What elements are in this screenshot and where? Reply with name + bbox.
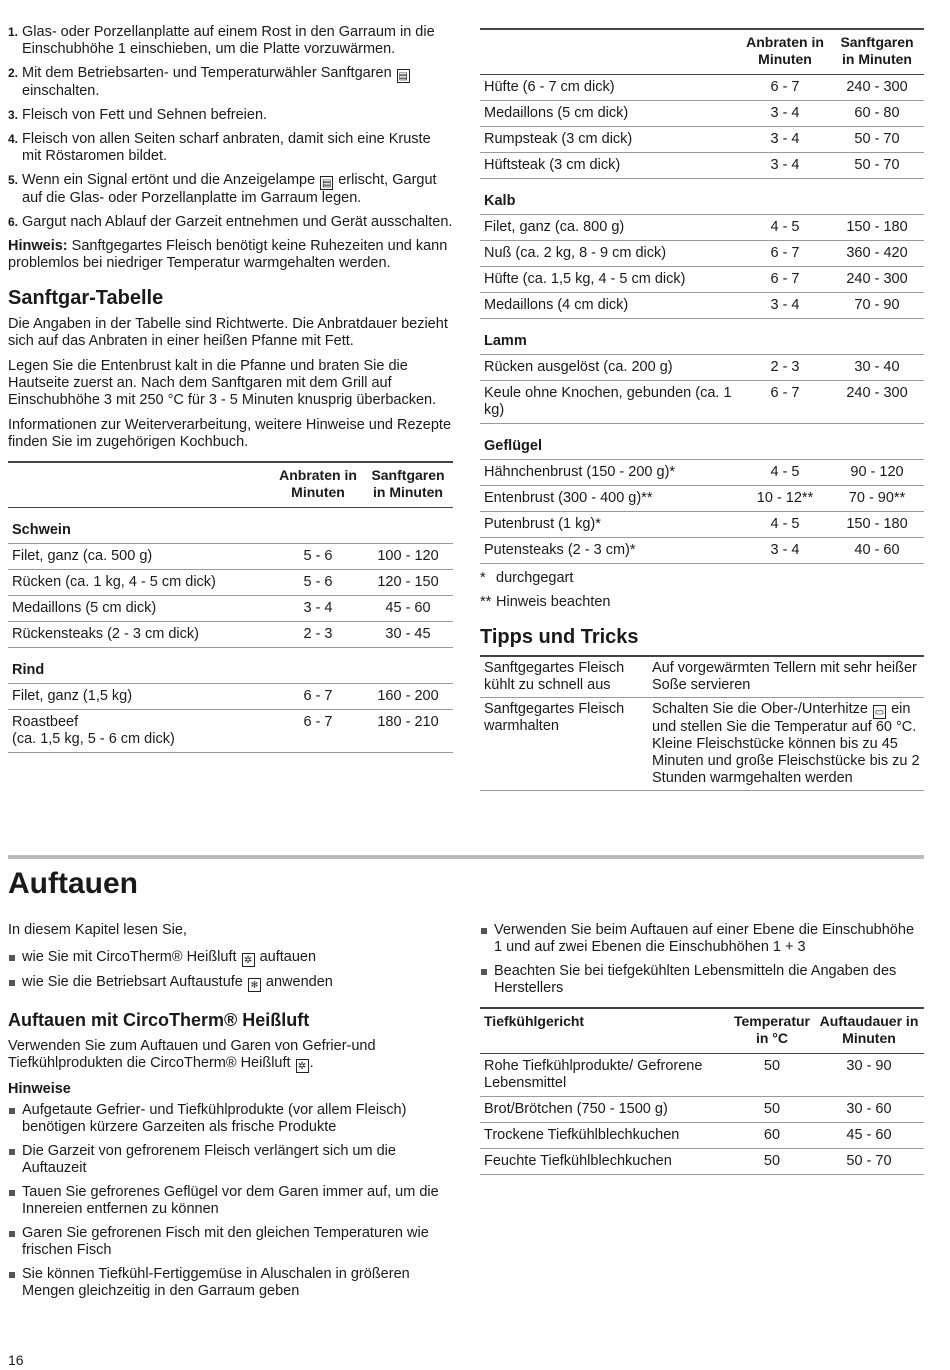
section-label: Geflügel <box>480 424 924 460</box>
table-row <box>8 622 453 648</box>
section-title-circotherm: Auftauen mit CircoTherm® Heißluft <box>8 1010 310 1030</box>
section-divider <box>8 855 924 859</box>
row-value: 50 - 70 <box>830 153 924 179</box>
row-value: 30 - 45 <box>363 622 453 648</box>
chapter-title: Auftauen <box>8 867 138 900</box>
sanftgar-table-right <box>480 28 924 564</box>
step-number: 3. <box>8 108 19 122</box>
header-cell: Temperatur in °C <box>734 1013 810 1046</box>
table-row <box>480 1097 924 1123</box>
row-value: 3 - 4 <box>740 101 830 127</box>
table-row <box>8 544 453 570</box>
row-value: 160 - 200 <box>363 684 453 710</box>
step-text: Wenn ein Signal ertönt und die Anzeigelampe <box>22 172 316 188</box>
row-value: 5 - 6 <box>273 544 363 570</box>
row-value: 45 - 60 <box>814 1123 924 1149</box>
row-value: 45 - 60 <box>363 596 453 622</box>
step-item <box>8 107 453 124</box>
row-value: 30 - 90 <box>814 1054 924 1097</box>
row-label: Roastbeef (ca. 1,5 kg, 5 - 6 cm dick) <box>8 710 273 753</box>
table-row <box>8 710 453 753</box>
table-row <box>480 512 924 538</box>
row-label: Medaillons (4 cm dick) <box>480 293 740 319</box>
header-cell: Anbraten in Minuten <box>279 467 357 500</box>
row-value: 2 - 3 <box>273 622 363 648</box>
sanftgar-paragraph: Legen Sie die Entenbrust kalt in die Pfanne und braten Sie die Hautseite zuerst an. Nach dem Sanftgaren mit dem Grill auf Einschubhöhe 3 mit 250 °C für 3 - 5 Minuten knusprig überbacken. <box>8 358 437 408</box>
row-label: Filet, ganz (ca. 800 g) <box>480 215 740 241</box>
step-text: Fleisch von Fett und Sehnen befreien. <box>22 107 268 123</box>
row-label: Hüfte (6 - 7 cm dick) <box>480 75 740 101</box>
row-label: Putensteaks (2 - 3 cm)* <box>480 538 740 564</box>
table-row <box>480 215 924 241</box>
row-value: 50 - 70 <box>830 127 924 153</box>
list-item: Verwenden Sie beim Auftauen auf einer Ebene die Einschubhöhe 1 und auf zwei Ebenen die Einschubhöhen 1 + 3 <box>480 922 924 956</box>
row-value: 40 - 60 <box>830 538 924 564</box>
list-item: Tauen Sie gefrorenes Geflügel vor dem Garen immer auf, um die Innereien entfernen zu können <box>8 1184 453 1218</box>
row-value: 50 <box>730 1097 814 1123</box>
step-number: 1. <box>8 25 19 39</box>
footnotes <box>480 570 924 611</box>
row-value: 6 - 7 <box>273 684 363 710</box>
row-label: Filet, ganz (ca. 500 g) <box>8 544 273 570</box>
header-cell: Anbraten in Minuten <box>746 34 824 67</box>
fan-icon: ✲ <box>296 1059 309 1073</box>
circotherm-paragraph <box>8 1038 453 1073</box>
hinweise-list <box>8 1102 453 1300</box>
table-section-row <box>480 424 924 460</box>
row-value: 3 - 4 <box>740 153 830 179</box>
row-value: 60 <box>730 1123 814 1149</box>
row-value: 180 - 210 <box>363 710 453 753</box>
right-column <box>480 28 924 791</box>
header-cell <box>8 462 273 508</box>
table-row <box>480 75 924 101</box>
hinweise-title: Hinweise <box>8 1081 71 1097</box>
step-text: Mit dem Betriebsarten- und Temperaturwähler Sanftgaren <box>22 65 392 81</box>
list-text: wie Sie die Betriebsart Auftaustufe <box>22 974 243 990</box>
list-item: Beachten Sie bei tiefgekühlten Lebensmitteln die Angaben des Herstellers <box>480 963 924 997</box>
note-text: Sanftgegartes Fleisch benötigt keine Ruhezeiten und kann problemlos bei niedriger Temperatur warmgehalten werden. <box>8 238 448 271</box>
footnote <box>480 570 924 587</box>
row-value: 3 - 4 <box>740 293 830 319</box>
step-text: Fleisch von allen Seiten scharf anbraten, damit sich eine Kruste mit Röstaromen bildet. <box>22 131 431 164</box>
row-label: Putenbrust (1 kg)* <box>480 512 740 538</box>
section-label: Rind <box>8 648 453 684</box>
tipps-table <box>480 655 924 791</box>
footnote-text: Hinweis beachten <box>496 594 611 610</box>
step-item <box>8 65 453 100</box>
sanftgaren-icon: ▤ <box>398 71 408 82</box>
sanftgar-paragraph: Informationen zur Weiterverarbeitung, weitere Hinweise und Rezepte finden Sie im zugehörigen Kochbuch. <box>8 417 452 450</box>
paragraph-text: . <box>309 1055 314 1071</box>
steps-list <box>8 24 453 231</box>
row-value: 360 - 420 <box>830 241 924 267</box>
row-label: Trockene Tiefkühlblechkuchen <box>480 1123 730 1149</box>
row-label: Rückensteaks (2 - 3 cm dick) <box>8 622 273 648</box>
row-value: 6 - 7 <box>273 710 363 753</box>
header-cell: Auftaudauer in Minuten <box>819 1013 919 1046</box>
table-header-row <box>8 462 453 508</box>
section-label: Kalb <box>480 179 924 215</box>
step-number: 4. <box>8 132 19 146</box>
page-number: 16 <box>8 1352 24 1368</box>
table-header-row <box>480 1008 924 1054</box>
row-value: 100 - 120 <box>363 544 453 570</box>
note-paragraph <box>8 238 453 272</box>
table-row <box>8 596 453 622</box>
row-label: Brot/Brötchen (750 - 1500 g) <box>480 1097 730 1123</box>
row-value: 6 - 7 <box>740 267 830 293</box>
row-label: Entenbrust (300 - 400 g)** <box>480 486 740 512</box>
row-value: 240 - 300 <box>830 75 924 101</box>
table-row <box>480 1123 924 1149</box>
table-row <box>480 153 924 179</box>
row-label: Filet, ganz (1,5 kg) <box>8 684 273 710</box>
tip-problem: Sanftgegartes Fleisch kühlt zu schnell aus <box>480 656 648 698</box>
auftauen-tips-list <box>480 922 924 997</box>
table-section-row <box>480 319 924 355</box>
tip-problem: Sanftgegartes Fleisch warmhalten <box>480 698 648 791</box>
row-label: Keule ohne Knochen, gebunden (ca. 1 kg) <box>480 381 740 424</box>
row-value: 60 - 80 <box>830 101 924 127</box>
step-text: erlischt, Gargut auf die Glas- oder Porzellanplatte im Garraum legen. <box>22 172 437 206</box>
row-value: 4 - 5 <box>740 512 830 538</box>
row-label: Medaillons (5 cm dick) <box>480 101 740 127</box>
step-text: einschalten. <box>22 83 100 99</box>
row-label: Rücken (ca. 1 kg, 4 - 5 cm dick) <box>8 570 273 596</box>
section-label: Schwein <box>8 508 453 544</box>
table-row <box>480 127 924 153</box>
step-text: Gargut nach Ablauf der Garzeit entnehmen und Gerät ausschalten. <box>22 214 453 230</box>
row-label: Medaillons (5 cm dick) <box>8 596 273 622</box>
footnote <box>480 594 924 611</box>
row-value: 3 - 4 <box>273 596 363 622</box>
auftauen-intro: In diesem Kapitel lesen Sie, <box>8 922 187 938</box>
defrost-icon: ❄ <box>248 978 261 992</box>
row-label: Rumpsteak (3 cm dick) <box>480 127 740 153</box>
auftauen-right-column <box>480 922 924 1175</box>
row-value: 2 - 3 <box>740 355 830 381</box>
row-value: 3 - 4 <box>740 538 830 564</box>
header-cell: Tiefkühlgericht <box>484 1013 585 1029</box>
table-row <box>480 101 924 127</box>
tip-text: Schalten Sie die Ober-/Unterhitze <box>652 701 868 717</box>
table-row <box>480 293 924 319</box>
row-value: 30 - 40 <box>830 355 924 381</box>
table-row <box>8 570 453 596</box>
row-label: Hähnchenbrust (150 - 200 g)* <box>480 460 740 486</box>
tip-solution <box>648 698 924 791</box>
step-item <box>8 24 453 58</box>
step-item <box>8 214 453 231</box>
row-label: Hüfte (ca. 1,5 kg, 4 - 5 cm dick) <box>480 267 740 293</box>
list-item <box>8 949 453 967</box>
list-text: anwenden <box>265 974 333 990</box>
tip-solution: Auf vorgewärmten Tellern mit sehr heißer Soße servieren <box>648 656 924 698</box>
fan-icon: ✲ <box>242 953 255 967</box>
table-row <box>480 538 924 564</box>
step-item <box>8 172 453 207</box>
table-row <box>480 486 924 512</box>
step-text: Glas- oder Porzellanplatte auf einem Rost in den Garraum in die Einschubhöhe 1 einschieben, um die Platte vorzuwärmen. <box>22 24 435 57</box>
row-value: 240 - 300 <box>830 267 924 293</box>
row-value: 3 - 4 <box>740 127 830 153</box>
row-value: 150 - 180 <box>830 512 924 538</box>
table-row <box>480 656 924 698</box>
header-cell <box>480 29 740 75</box>
row-label: Nuß (ca. 2 kg, 8 - 9 cm dick) <box>480 241 740 267</box>
list-item <box>8 974 453 992</box>
sanftgar-table-left <box>8 461 453 753</box>
section-label: Lamm <box>480 319 924 355</box>
row-value: 6 - 7 <box>740 381 830 424</box>
table-row <box>480 355 924 381</box>
row-label: Rücken ausgelöst (ca. 200 g) <box>480 355 740 381</box>
paragraph-text: Verwenden Sie zum Auftauen und Garen von Gefrier-und Tiefkühlprodukten die CircoTherm® Heißluft <box>8 1038 376 1071</box>
row-value: 6 - 7 <box>740 241 830 267</box>
row-value: 4 - 5 <box>740 460 830 486</box>
table-row <box>480 267 924 293</box>
step-number: 6. <box>8 215 19 229</box>
section-title-tipps: Tipps und Tricks <box>480 626 639 648</box>
sanftgar-paragraph: Die Angaben in der Tabelle sind Richtwerte. Die Anbratdauer bezieht sich auf das Anbraten in einer heißen Pfanne mit Fett. <box>8 316 448 349</box>
list-item: Garen Sie gefrorenen Fisch mit den gleichen Temperaturen wie frischen Fisch <box>8 1225 453 1259</box>
row-value: 5 - 6 <box>273 570 363 596</box>
row-value: 240 - 300 <box>830 381 924 424</box>
row-value: 6 - 7 <box>740 75 830 101</box>
note-label: Hinweis: <box>8 238 68 254</box>
row-label: Hüftsteak (3 cm dick) <box>480 153 740 179</box>
row-value: 10 - 12** <box>740 486 830 512</box>
table-header-row <box>480 29 924 75</box>
row-value: 50 - 70 <box>814 1149 924 1175</box>
list-item: Die Garzeit von gefrorenem Fleisch verlängert sich um die Auftauzeit <box>8 1143 453 1177</box>
footnote-text: durchgegart <box>496 570 574 586</box>
header-cell: Sanftgaren in Minuten <box>840 34 914 67</box>
row-value: 90 - 120 <box>830 460 924 486</box>
tip-text: ein und stellen Sie die Temperatur auf 60 °C. Kleine Fleischstücke können bis zu 45 Minuten und große Fleischstücke bis zu 2 Stunden warmgehalten werden <box>652 701 920 786</box>
table-row <box>480 460 924 486</box>
row-value: 50 <box>730 1054 814 1097</box>
table-row <box>480 241 924 267</box>
left-column <box>8 24 453 753</box>
row-value: 120 - 150 <box>363 570 453 596</box>
top-bottom-heat-icon: ▭ <box>874 707 885 718</box>
step-number: 2. <box>8 66 19 80</box>
table-section-row <box>480 179 924 215</box>
row-value: 150 - 180 <box>830 215 924 241</box>
list-text: wie Sie mit CircoTherm® Heißluft <box>22 949 237 965</box>
row-label: Rohe Tiefkühlprodukte/ Gefrorene Lebensmittel <box>480 1054 730 1097</box>
step-item <box>8 131 453 165</box>
row-value: 4 - 5 <box>740 215 830 241</box>
auftauen-table <box>480 1007 924 1175</box>
table-row <box>480 381 924 424</box>
auftauen-topics-list <box>8 949 453 992</box>
step-number: 5. <box>8 173 19 187</box>
table-section-row <box>8 648 453 684</box>
section-title-sanftgar: Sanftgar-Tabelle <box>8 287 164 309</box>
list-item: Aufgetaute Gefrier- und Tiefkühlprodukte (vor allem Fleisch) benötigen kürzere Garzeiten als frische Produkte <box>8 1102 453 1136</box>
table-row <box>8 684 453 710</box>
footnote-mark: * <box>480 570 486 586</box>
table-row <box>480 1054 924 1097</box>
row-label: Feuchte Tiefkühlblechkuchen <box>480 1149 730 1175</box>
header-cell: Sanftgaren in Minuten <box>371 467 445 500</box>
row-value: 50 <box>730 1149 814 1175</box>
footnote-mark: ** <box>480 594 492 610</box>
table-row <box>480 1149 924 1175</box>
row-value: 70 - 90** <box>830 486 924 512</box>
auftauen-left-column <box>8 922 453 1307</box>
row-value: 70 - 90 <box>830 293 924 319</box>
row-value: 30 - 60 <box>814 1097 924 1123</box>
indicator-lamp-icon: ▤ <box>321 178 332 189</box>
list-text: auftauen <box>259 949 317 965</box>
table-row <box>480 698 924 791</box>
list-item: Sie können Tiefkühl-Fertiggemüse in Aluschalen in größeren Mengen gleichzeitig in den Garraum geben <box>8 1266 453 1300</box>
table-section-row <box>8 508 453 544</box>
